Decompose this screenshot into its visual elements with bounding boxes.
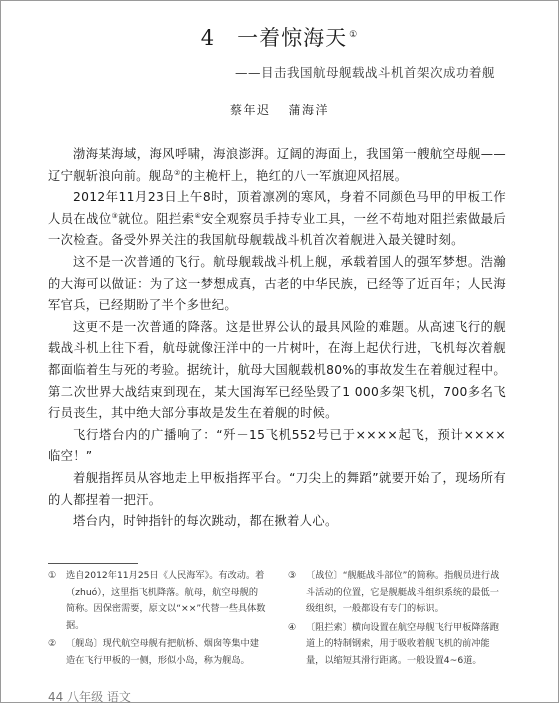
paragraph-text: 安全观察员手持专业工具，一丝不苟地对阻拦索做最后一次检查。备受外界关注的我国航母舰载战斗机首次着舰进入最关键时刻。: [48, 211, 506, 248]
footnote-text: 〔舰岛〕现代航空母舰有把航桥、烟囱等集中建造在飞行甲板的一侧，形似小岛，称为舰岛。: [66, 638, 259, 666]
footnote-item: [48, 636, 266, 669]
footnotes: [48, 568, 506, 671]
footnote-reference[interactable]: ③: [111, 211, 119, 220]
author-name: 蔡年迟: [229, 103, 271, 117]
footnote-text: 〔战位〕“舰艇战斗部位”的简称。指舰员进行战斗活动的位置，它是舰艇战斗组织系统的最低一级组织，一般都设有专门的标识。: [306, 570, 500, 614]
footnote-mark: ②: [48, 638, 57, 649]
footnote-mark: ③: [288, 570, 297, 581]
cut-off-page-footer: 44 八年级 语文: [48, 690, 131, 704]
article-body: [48, 144, 506, 533]
authors: [0, 101, 559, 118]
chapter-title-text: 一着惊海天: [237, 26, 348, 50]
footnotes-right-column: [288, 568, 506, 671]
body-paragraph: [48, 187, 506, 252]
paragraph-text: 2012年11月23日上午8时，顶着凛冽的寒风，身着不同颜色马甲的甲板工作人员在战位: [48, 190, 506, 226]
chapter-number: 4: [200, 26, 216, 50]
footnote-item: [288, 568, 506, 618]
paragraph-text: 塔台内，时钟指针的每次跳动，都在揪着人心。: [73, 514, 338, 529]
paragraph-text: 就位。阻拦索: [118, 211, 195, 226]
body-paragraph: [48, 252, 506, 317]
footnote-reference[interactable]: ④: [194, 211, 202, 220]
paragraph-text: 这更不是一次普通的降落。这是世界公认的最具风险的难题。从高速飞行的舰载战斗机上往下看，航母就像汪洋中的一片树叶，在海上起伏行进，飞机每次着舰都面临着生与死的考验。据统计，航母大国舰载机80%的事故发生在着舰过程中。第二次世界大战结束到现在，某大国海军已经坠毁了1 000多架飞机，700多名飞行员丧生，其中绝大部分事故是发生在着舰的时候。: [48, 319, 506, 421]
chapter-title: [0, 22, 559, 52]
body-paragraph: [48, 317, 506, 425]
footnote-reference[interactable]: ②: [173, 168, 181, 177]
footnote-item: [48, 568, 266, 634]
body-paragraph: [48, 425, 506, 468]
footnote-mark: ①: [48, 570, 57, 581]
body-paragraph: [48, 144, 506, 187]
footnote-text: 〔阻拦索〕横向设置在航空母舰飞行甲板降落跑道上的特制钢索，用于吸收着舰飞机的前冲能量，以缩短其滑行距离。一般设置4~6道。: [306, 621, 499, 666]
chapter-subtitle: ——目击我国航母舰载战斗机首架次成功着舰: [234, 65, 495, 80]
author-name: 蒲海洋: [288, 103, 330, 117]
paragraph-text: 的主桅杆上，艳红的八一军旗迎风招展。: [180, 168, 408, 183]
paragraph-text: 这不是一次普通的飞行。航母舰载战斗机上舰，承载着国人的强军梦想。浩瀚的大海可以做证：为了这一梦想成真，古老的中华民族，已经等了近百年；人民海军官兵，已经期盼了半个多世纪。: [48, 254, 506, 313]
footnote-divider: [48, 563, 138, 564]
body-paragraph: [48, 511, 506, 533]
footnote-mark: ④: [288, 621, 297, 633]
footnote-text: 选自2012年11月25日《人民海军》。有改动。着（zhuó），这里指飞机降落。航母，航空母舰的简称。因保密需要，原文以“××”代替一些具体数据。: [66, 570, 266, 631]
footnotes-left-column: [48, 568, 266, 671]
paragraph-text: 飞行塔台内的广播响了：“歼－15飞机552号已于××××起飞，预计××××临空！”: [48, 427, 506, 464]
footnote-item: [288, 620, 506, 670]
paragraph-text: 着舰指挥员从容地走上甲板指挥平台。“刀尖上的舞蹈”就要开始了，现场所有的人都捏着一把汗。: [48, 470, 506, 507]
body-paragraph: [48, 468, 506, 511]
paragraph-text: 渤海某海域，海风呼啸，海浪澎湃。辽阔的海面上，我国第一艘航空母舰——辽宁舰斩浪向前。舰岛: [48, 147, 506, 183]
title-note-mark[interactable]: ①: [349, 30, 359, 40]
